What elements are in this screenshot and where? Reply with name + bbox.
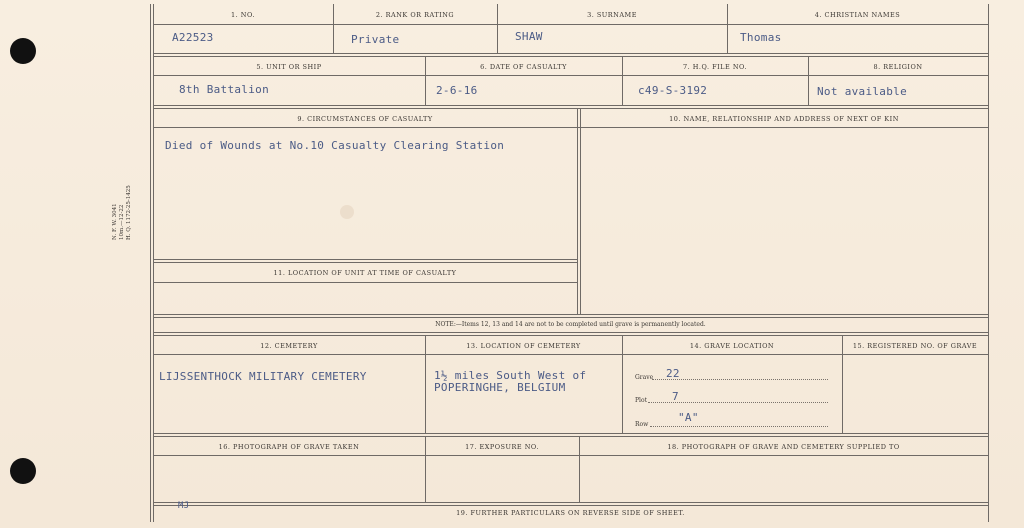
header-surname: 3. SURNAME — [587, 11, 637, 19]
header-grave-location: 14. GRAVE LOCATION — [689, 342, 775, 350]
value-religion: Not available — [817, 85, 907, 98]
punch-hole-bottom — [10, 458, 36, 484]
dotted-line — [650, 426, 828, 427]
rule — [153, 354, 988, 355]
rule — [153, 24, 988, 25]
header-registered-no: 15. REGISTERED NO. OF GRAVE — [852, 342, 978, 350]
rule — [153, 282, 577, 283]
rule — [153, 317, 988, 318]
rule — [153, 433, 988, 434]
value-surname: SHAW — [515, 30, 543, 43]
footer-further-particulars: 19. FURTHER PARTICULARS ON REVERSE SIDE OF SHEET. — [456, 509, 685, 517]
header-unit: 5. UNIT OR SHIP — [256, 63, 322, 71]
header-christian-names: 4. CHRISTIAN NAMES — [814, 11, 901, 19]
rule — [153, 262, 577, 263]
value-service-no: A22523 — [172, 31, 214, 44]
value-hq-file: c49-S-3192 — [638, 84, 708, 97]
header-next-of-kin: 10. NAME, RELATIONSHIP AND ADDRESS OF NEXT OF KIN — [669, 115, 899, 123]
value-grave: 22 — [666, 367, 680, 380]
rule — [153, 105, 988, 106]
header-no: 1. NO. — [231, 11, 255, 19]
value-date: 2-6-16 — [436, 84, 478, 97]
left-border — [150, 4, 151, 522]
header-photo-supplied: 18. PHOTOGRAPH OF GRAVE AND CEMETERY SUPPLIED TO — [667, 443, 900, 451]
value-plot: 7 — [672, 390, 679, 403]
divider — [577, 108, 578, 314]
divider — [580, 108, 581, 314]
rule — [153, 53, 988, 54]
rule — [153, 455, 988, 456]
side-code-line: N. F. W. 3041 — [112, 203, 118, 240]
value-cemetery: LIJSSENTHOCK MILITARY CEMETERY — [159, 370, 367, 383]
header-hq-file: 7. H.Q. FILE NO. — [682, 63, 748, 71]
rule — [153, 108, 988, 109]
header-location-cemetery: 13. LOCATION OF CEMETERY — [466, 342, 581, 350]
header-circumstances: 9. CIRCUMSTANCES OF CASUALTY — [297, 115, 433, 123]
value-location-line1: 1½ miles South West of — [434, 369, 587, 382]
rule — [153, 127, 988, 128]
rule — [153, 332, 988, 333]
right-border — [988, 4, 989, 522]
value-row: "A" — [678, 411, 699, 424]
value-rank: Private — [351, 33, 400, 46]
rule — [153, 505, 988, 506]
value-christian-names: Thomas — [740, 31, 782, 44]
value-location-line2: POPERINGHE, BELGIUM — [434, 381, 566, 394]
paper-stain — [340, 205, 354, 219]
label-row: Row — [635, 421, 649, 428]
rule — [153, 75, 988, 76]
value-unit: 8th Battalion — [179, 83, 269, 96]
header-exposure-no: 17. EXPOSURE NO. — [465, 443, 539, 451]
punch-hole-top — [10, 38, 36, 64]
rule — [153, 502, 988, 503]
value-circumstances: Died of Wounds at No.10 Casualty Clearing Station — [165, 139, 505, 152]
header-photo-taken: 16. PHOTOGRAPH OF GRAVE TAKEN — [218, 443, 360, 451]
header-cemetery: 12. CEMETERY — [260, 342, 318, 350]
header-rank: 2. RANK OR RATING — [375, 11, 455, 19]
header-religion: 8. RELIGION — [873, 63, 923, 71]
note-text: NOTE:—Items 12, 13 and 14 are not to be completed until grave is permanently located. — [435, 321, 706, 328]
side-code-line: 10m.—12-22 — [119, 204, 125, 240]
label-plot: Plot — [635, 397, 647, 404]
rule — [153, 314, 988, 315]
side-code-line: H. Q. 1172-25-1425 — [126, 185, 132, 240]
rule — [153, 259, 577, 260]
label-grave: Grave — [635, 374, 654, 381]
side-form-code — [112, 185, 133, 240]
header-location-unit: 11. LOCATION OF UNIT AT TIME OF CASUALTY — [273, 269, 457, 277]
rule — [153, 436, 988, 437]
clerk-initials: MJ — [178, 501, 190, 511]
header-date: 6. DATE OF CASUALTY — [480, 63, 567, 71]
rule — [153, 335, 988, 336]
rule — [153, 56, 988, 57]
